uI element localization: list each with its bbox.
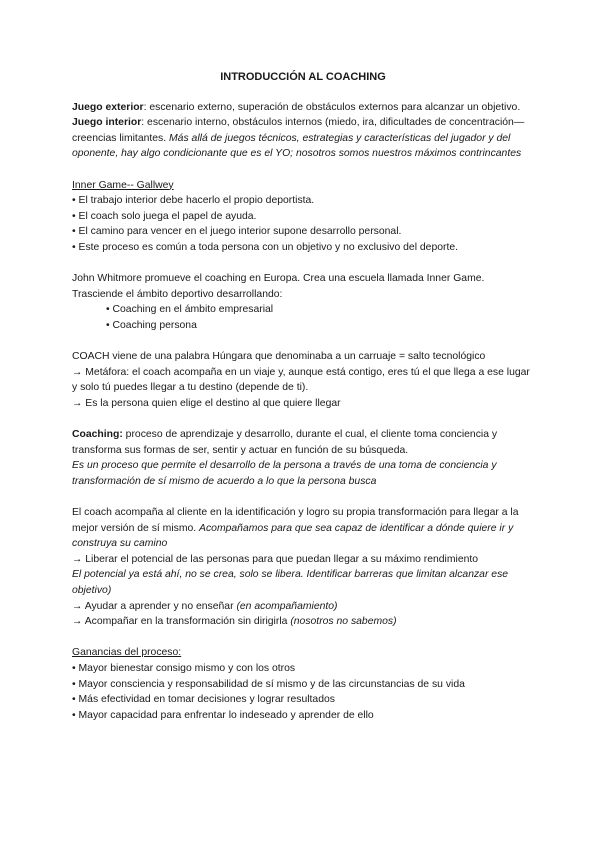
inner-game-heading: Inner Game-- Gallwey — [72, 179, 174, 191]
juego-exterior-text: : escenario externo, superación de obstáculos externos para alcanzar un objetivo. — [143, 101, 521, 113]
whitmore-paragraph: John Whitmore promueve el coaching en Europa. Crea una escuela llamada Inner Game. Trasciende el ámbito deportivo desarrollando: — [72, 273, 485, 300]
coaching-definition-italic: Es un proceso que permite el desarrollo de la persona a través de una toma de conciencia y transformación de sí mismo de acuerdo a lo que la persona busca — [72, 460, 497, 487]
ganancias-item: • Mayor bienestar consigo mismo y con los otros — [72, 662, 296, 674]
coach-origin-line: COACH viene de una palabra Húngara que denominaba a un carruaje = salto tecnológico — [72, 351, 486, 363]
ganancias-item: • Mayor consciencia y responsabilidad de sí mismo y de las circunstancias de su vida — [72, 678, 465, 690]
ganancias-heading: Ganancias del proceso: — [72, 647, 182, 659]
coaching-definition-text: proceso de aprendizaje y desarrollo, durante el cual, el cliente toma conciencia y transforma sus formas de ser, sentir y actuar en función de su búsqueda. — [72, 429, 498, 456]
acompanar-italic: (nosotros no sabemos) — [290, 616, 397, 628]
juego-interior-paragraph — [72, 115, 534, 162]
coaching-definition — [72, 427, 534, 458]
inner-game-item: • El camino para vencer en el juego interior supone desarrollo personal. — [72, 226, 402, 238]
whitmore-item: • Coaching en el ámbito empresarial — [106, 304, 274, 316]
juego-interior-label: Juego interior — [72, 117, 142, 129]
acompanar-line — [72, 614, 534, 630]
coach-metaphor-line: → Metáfora: el coach acompaña en un viaje y, aunque está contigo, eres tú el que llega a ese lugar y solo tú puedes llegar a tu destino (depende de ti). — [72, 366, 530, 394]
acompana-italic: Acompañamos para que sea capaz de identificar a dónde quiere ir y construya su camino — [72, 522, 514, 550]
ayudar-text: → Ayudar a aprender y no enseñar — [72, 600, 237, 612]
juego-interior-text: : escenario interno, obstáculos internos (miedo, ira, dificultades de concentración—creencias limitantes. — [72, 117, 525, 144]
inner-game-item: • Este proceso es común a toda persona con un objetivo y no exclusivo del deporte. — [72, 241, 459, 253]
acompana-text: El coach acompaña al cliente en la identificación y logro su propia transformación para llegar a la mejor versión de sí mismo. — [72, 507, 519, 534]
ganancias-item: • Mayor capacidad para enfrentar lo indeseado y aprender de ello — [72, 709, 374, 721]
ayudar-italic: (en acompañamiento) — [236, 600, 338, 612]
acompana-paragraph — [72, 505, 534, 552]
document-page — [72, 70, 534, 723]
juego-exterior-label: Juego exterior — [72, 101, 144, 113]
ganancias-item: • Más efectividad en tomar decisiones y lograr resultados — [72, 694, 335, 706]
page-title: INTRODUCCIÓN AL COACHING — [220, 71, 386, 83]
inner-game-item: • El coach solo juega el papel de ayuda. — [72, 210, 257, 222]
ayudar-line — [72, 599, 534, 615]
coach-destination-line: → Es la persona quien elige el destino al que quiere llegar — [72, 397, 341, 409]
juego-interior-italic: Más allá de juegos técnicos, estrategias y características del jugador y del oponente, hay algo condicionante que es el YO; nosotros somos nuestros máximos contrincantes — [72, 132, 522, 160]
juego-exterior-paragraph — [72, 100, 534, 116]
inner-game-item: • El trabajo interior debe hacerlo el propio deportista. — [72, 195, 315, 207]
potencial-italic: El potencial ya está ahí, no se crea, solo se libera. Identificar barreras que limitan alcanzar ese objetivo) — [72, 569, 509, 596]
acompanar-text: → Acompañar en la transformación sin dirigirla — [72, 616, 291, 628]
whitmore-item: • Coaching persona — [106, 319, 197, 331]
liberar-potencial-line: → Liberar el potencial de las personas para que puedan llegar a su máximo rendimiento — [72, 553, 479, 565]
coaching-label: Coaching: — [72, 429, 123, 441]
